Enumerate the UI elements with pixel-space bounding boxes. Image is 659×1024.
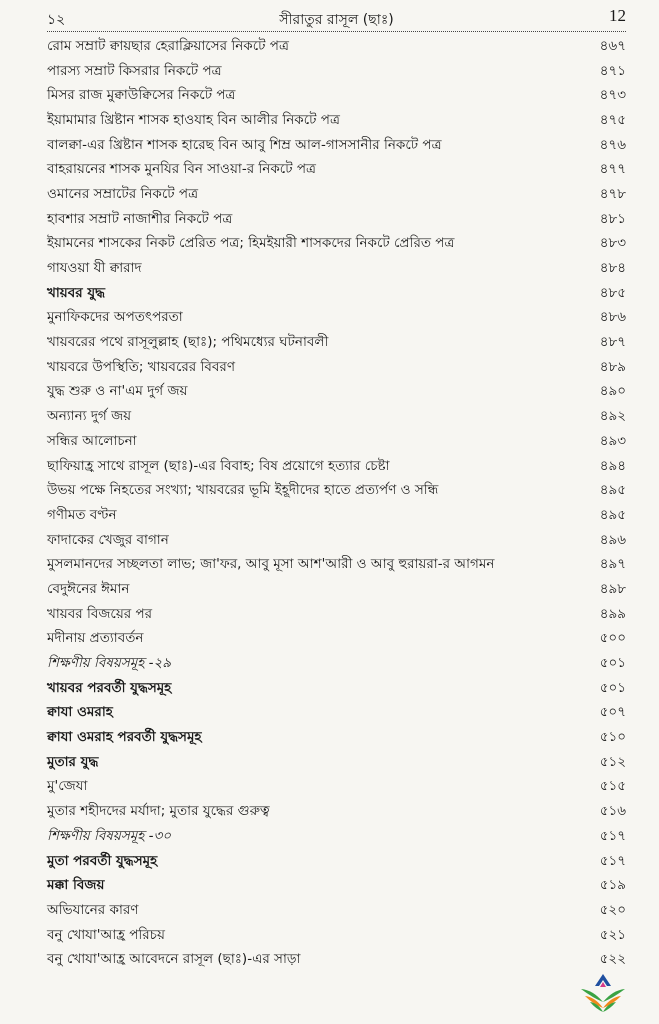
toc-entry-title: খায়বর পরবর্তী যুদ্ধসমূহ [47,679,172,696]
toc-entry [47,799,626,824]
toc-entry-title: রোম সম্রাট ক্বায়ছার হেরাক্লিয়াসের নিকটে পত্র [47,37,289,54]
toc-entry-page: ৫০৭ [599,704,626,721]
toc-entry-page: ৪৯৫ [599,506,626,523]
toc-entry-title: ক্বাযা ওমরাহ [47,704,113,721]
toc-entry [47,947,626,972]
page-number-bengali: ১২ [47,12,66,28]
page-number-english: 12 [609,6,626,25]
toc-entry-page: ৪৮৯ [599,358,626,375]
toc-entry [47,725,626,750]
toc-entry-page: ৪৬৭ [599,37,626,54]
toc-entry-page: ৪৯৬ [599,531,626,548]
toc-entry-title: মু'জেযা [47,778,88,795]
toc-entry [47,59,626,84]
toc-entry-page: ৫১০ [599,729,626,746]
toc-entry [47,330,626,355]
toc-entry [47,849,626,874]
toc-entry [47,380,626,405]
toc-entry-page: ৫১৭ [599,827,626,844]
toc-entry [47,429,626,454]
toc-entry [47,528,626,553]
toc-entry-page: ৫০০ [599,630,626,647]
toc-entry-title: খায়বর যুদ্ধ [47,284,106,301]
toc-entry-page: ৪৯৮ [599,580,626,597]
toc-entry-title: যুদ্ধ শুরু ও না'এম দুর্গ জয় [47,383,188,400]
table-of-contents [47,34,626,972]
toc-entry-title: খায়বর বিজয়ের পর [47,605,153,622]
toc-entry [47,454,626,479]
toc-entry-title: মক্কা বিজয় [47,877,105,894]
toc-entry-title: অভিযানের কারণ [47,901,139,918]
toc-entry-title: সন্ধির আলোচনা [47,432,137,449]
toc-entry-title: উভয় পক্ষে নিহতের সংখ্যা; খায়বরের ভূমি ইহূদীদের হাতে প্রত্যর্পণ ও সন্ধি [47,482,439,499]
toc-entry-title: ইয়ামনের শাসকের নিকট প্রেরিত পত্র; হিমইয়ারী শাসকদের নিকটে প্রেরিত পত্র [47,235,455,252]
toc-entry-page: ৫১৫ [599,778,626,795]
toc-entry [47,898,626,923]
toc-entry [47,627,626,652]
toc-entry [47,157,626,182]
toc-entry [47,232,626,257]
toc-entry-page: ৪৮৭ [599,334,626,351]
toc-entry-title: গণীমত বণ্টন [47,506,117,523]
toc-entry-title: বাহরায়নের শাসক মুনযির বিন সাওয়া-র নিকটে পত্র [47,161,316,178]
toc-entry-title: মুতার শহীদদের মর্যাদা; মুতার যুদ্ধের গুরুত্ব [47,803,270,820]
toc-entry-page: ৪৯৭ [599,556,626,573]
toc-entry [47,133,626,158]
book-title: সীরাতুর রাসূল (ছাঃ) [279,12,394,28]
toc-entry [47,923,626,948]
toc-entry [47,108,626,133]
toc-entry [47,750,626,775]
toc-entry [47,701,626,726]
toc-entry [47,182,626,207]
toc-entry-title: হাবশার সম্রাট নাজাশীর নিকটে পত্র [47,210,233,227]
toc-entry [47,83,626,108]
toc-entry-page: ৪৯৫ [599,482,626,499]
toc-entry [47,355,626,380]
toc-entry-page: ৪৭৩ [599,87,626,104]
toc-entry-title: মুতা পরবর্তী যুদ্ধসমূহ [47,852,158,869]
toc-entry [47,651,626,676]
toc-entry [47,34,626,59]
toc-entry-page: ৪৭৭ [599,161,626,178]
toc-entry-page: ৪৭৬ [599,136,626,153]
toc-entry-page: ৫১৬ [599,803,626,820]
toc-entry-page: ৪৮৪ [599,260,626,277]
toc-entry-title: বনু খোযা'আহ্র পরিচয় [47,926,165,943]
toc-entry-page: ৪৭৫ [599,111,626,128]
toc-entry-page: ৫০১ [599,679,626,696]
toc-entry-page: ৪৭১ [599,62,626,79]
toc-entry-title: শিক্ষণীয় বিষয়সমূহ -২৯ [47,655,172,672]
toc-entry-title: মিসর রাজ মুক্বাউক্বিসের নিকটে পত্র [47,87,236,104]
toc-entry-page: ৫১২ [599,753,626,770]
toc-entry [47,775,626,800]
toc-entry [47,577,626,602]
toc-entry-title: ফাদাকের খেজুর বাগান [47,531,169,548]
toc-entry-title: পারস্য সম্রাট কিসরার নিকটে পত্র [47,62,222,79]
toc-entry-page: ৪৯৯ [599,605,626,622]
toc-entry-title: মুনাফিকদের অপতৎপরতা [47,309,183,326]
toc-entry-page: ৫২০ [599,901,626,918]
toc-entry-title: বনু খোযা'আহ্র আবেদনে রাসূল (ছাঃ)-এর সাড়া [47,951,301,968]
toc-entry-title: মুসলমানদের সচ্ছলতা লাভ; জা'ফর, আবু মূসা আশ'আরী ও আবু হুরায়রা-র আগমন [47,556,495,573]
toc-entry-page: ৪৭৮ [599,185,626,202]
toc-entry-page: ৪৮৩ [599,235,626,252]
toc-entry [47,256,626,281]
toc-entry-title: ওমানের সম্রাটের নিকটে পত্র [47,185,199,202]
toc-entry-page: ৪৮১ [599,210,626,227]
toc-entry-title: ইয়ামামার খ্রিষ্টান শাসক হাওযাহ বিন আলীর নিকটে পত্র [47,111,340,128]
toc-entry-title: খায়বরে উপস্থিতি; খায়বরের বিবরণ [47,358,235,375]
toc-entry [47,873,626,898]
toc-entry-title: অন্যান্য দুর্গ জয় [47,408,132,425]
toc-entry-page: ৫১৭ [599,852,626,869]
toc-entry [47,503,626,528]
toc-entry-page: ৫২২ [599,951,626,968]
toc-entry-page: ৪৮৫ [599,284,626,301]
toc-entry-page: ৫২১ [599,926,626,943]
toc-entry [47,404,626,429]
toc-entry [47,207,626,232]
toc-entry [47,824,626,849]
toc-entry [47,281,626,306]
book-leaf-logo-icon [578,972,628,1014]
toc-entry-page: ৪৯৩ [599,432,626,449]
header-divider [47,31,626,32]
toc-entry-title: মুতার যুদ্ধ [47,753,99,770]
toc-entry-title: ছাফিয়াহ্র সাথে রাসূল (ছাঃ)-এর বিবাহ; বিষ প্রয়োগে হত্যার চেষ্টা [47,457,390,474]
toc-entry [47,552,626,577]
toc-entry-page: ৪৯২ [599,408,626,425]
toc-entry-title: ক্বাযা ওমরাহ পরবর্তী যুদ্ধসমূহ [47,729,202,746]
toc-entry-title: বেদুঈনের ঈমান [47,580,130,597]
toc-entry-page: ৪৯৪ [599,457,626,474]
toc-entry [47,602,626,627]
toc-entry-page: ৫০১ [599,655,626,672]
toc-entry [47,478,626,503]
toc-entry-title: গাযওয়া যী ক্বারাদ [47,260,142,277]
toc-entry-page: ৪৯০ [599,383,626,400]
toc-entry-title: মদীনায় প্রত্যাবর্তন [47,630,144,647]
toc-entry-title: শিক্ষণীয় বিষয়সমূহ -৩০ [47,827,172,844]
running-header [47,6,626,30]
toc-entry-title: খায়বরের পথে রাসূলুল্লাহ (ছাঃ); পথিমধ্যের ঘটনাবলী [47,334,329,351]
toc-entry-page: ৪৮৬ [599,309,626,326]
toc-entry [47,306,626,331]
toc-entry [47,676,626,701]
toc-entry-page: ৫১৯ [599,877,626,894]
toc-entry-title: বালক্বা-এর খ্রিষ্টান শাসক হারেছ বিন আবু শিম্র আল-গাসসানীর নিকটে পত্র [47,136,442,153]
